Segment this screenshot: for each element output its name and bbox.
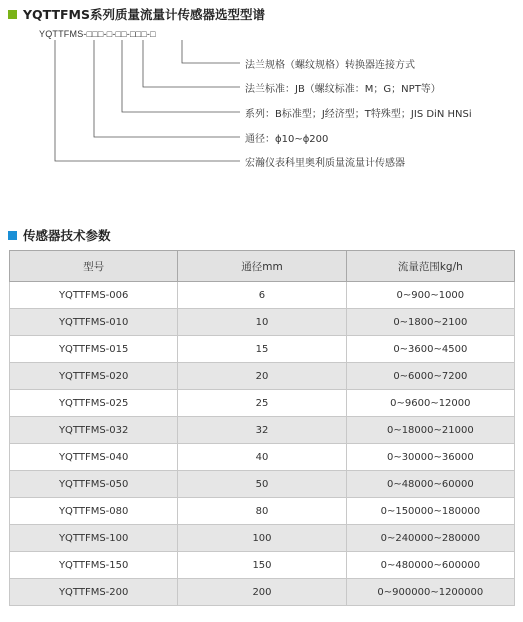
cell-diameter: 50: [178, 471, 346, 498]
cell-model: YQTTFMS-025: [10, 390, 178, 417]
cell-model: YQTTFMS-100: [10, 525, 178, 552]
sensor-params-title-text: 传感器技术参数: [23, 228, 111, 243]
sensor-spec-table: [9, 250, 515, 606]
cell-flow-range: 0~900~1000: [346, 282, 514, 309]
note-flange-standard: 法兰标准：JB（螺纹标准：M；G；NPT等）: [245, 84, 441, 95]
cell-flow-range: 0~900000~1200000: [346, 579, 514, 606]
cell-flow-range: 0~30000~36000: [346, 444, 514, 471]
model-code: YQTTFMS-□□□-□-□□-□□□-□: [39, 29, 156, 39]
cell-diameter: 40: [178, 444, 346, 471]
cell-flow-range: 0~480000~600000: [346, 552, 514, 579]
header-flow-range: 流量范围kg/h: [346, 251, 514, 282]
header-diameter: 通径mm: [178, 251, 346, 282]
selection-title-text: YQTTFMS系列质量流量计传感器选型型谱: [23, 7, 265, 22]
cell-model: YQTTFMS-006: [10, 282, 178, 309]
cell-model: YQTTFMS-010: [10, 309, 178, 336]
table-row: [10, 444, 515, 471]
note-diameter: 通径：ϕ10~ϕ200: [245, 134, 329, 145]
table-row: [10, 336, 515, 363]
cell-flow-range: 0~3600~4500: [346, 336, 514, 363]
cell-flow-range: 0~1800~2100: [346, 309, 514, 336]
table-row: [10, 471, 515, 498]
note-series: 系列：B标准型；J经济型；T特殊型；JIS DiN HNSi: [245, 109, 472, 120]
cell-flow-range: 0~48000~60000: [346, 471, 514, 498]
table-row: [10, 552, 515, 579]
table-header-row: [10, 251, 515, 282]
cell-diameter: 20: [178, 363, 346, 390]
cell-flow-range: 0~150000~180000: [346, 498, 514, 525]
cell-model: YQTTFMS-015: [10, 336, 178, 363]
cell-flow-range: 0~18000~21000: [346, 417, 514, 444]
cell-diameter: 32: [178, 417, 346, 444]
sensor-params-section-title: [8, 226, 111, 244]
cell-diameter: 10: [178, 309, 346, 336]
cell-model: YQTTFMS-050: [10, 471, 178, 498]
table-row: [10, 363, 515, 390]
note-product-name: 宏瀚仪表科里奥利质量流量计传感器: [245, 158, 405, 169]
cell-diameter: 25: [178, 390, 346, 417]
table-row: [10, 579, 515, 606]
section-marker-icon: [8, 231, 17, 240]
cell-model: YQTTFMS-020: [10, 363, 178, 390]
table-row: [10, 282, 515, 309]
cell-model: YQTTFMS-040: [10, 444, 178, 471]
header-model: 型号: [10, 251, 178, 282]
note-flange-spec: 法兰规格（螺纹规格）转换器连接方式: [245, 60, 415, 71]
cell-diameter: 6: [178, 282, 346, 309]
cell-diameter: 200: [178, 579, 346, 606]
table-row: [10, 309, 515, 336]
cell-model: YQTTFMS-080: [10, 498, 178, 525]
cell-model: YQTTFMS-200: [10, 579, 178, 606]
table-row: [10, 390, 515, 417]
cell-model: YQTTFMS-032: [10, 417, 178, 444]
table-row: [10, 417, 515, 444]
cell-model: YQTTFMS-150: [10, 552, 178, 579]
cell-diameter: 150: [178, 552, 346, 579]
cell-flow-range: 0~6000~7200: [346, 363, 514, 390]
cell-diameter: 100: [178, 525, 346, 552]
cell-flow-range: 0~9600~12000: [346, 390, 514, 417]
table-row: [10, 525, 515, 552]
cell-diameter: 80: [178, 498, 346, 525]
cell-diameter: 15: [178, 336, 346, 363]
table-row: [10, 498, 515, 525]
cell-flow-range: 0~240000~280000: [346, 525, 514, 552]
